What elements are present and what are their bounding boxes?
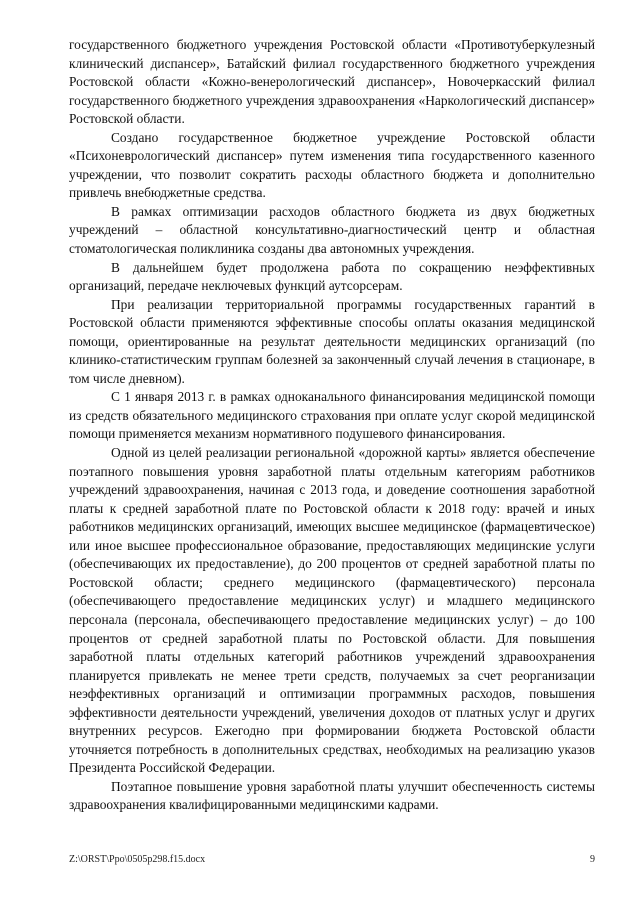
paragraph-staffing: Поэтапное повышение уровня заработной платы улучшит обеспеченность системы здравоохранения квалифицированными медицинскими кадрами. (69, 778, 595, 813)
paragraph-payment-methods: При реализации территориальной программы государственных гарантий в Ростовской области применяются эффективные способы оплаты оказания медицинской помощи, ориентированные на результат деятельности медицинских организаций (по клинико-статистическим группам болезней за законченный случай лечения в стационаре, в том числе дневном). (69, 296, 595, 386)
paragraph-autonomous-institutions: В рамках оптимизации расходов областного бюджета из двух бюджетных учреждений – областной консультативно-диагностический центр и областная стоматологическая поликлиника созданы два автономных учреждения. (69, 203, 595, 257)
paragraph-psychoneurological-dispensary: Создано государственное бюджетное учреждение Ростовской области «Психоневрологический диспансер» путем изменения типа государственного казенного учреждении, что позволит сократить расходы областного бюджета и дополнительно привлечь внебюджетные средства. (69, 129, 595, 201)
document-body (69, 36, 595, 815)
paragraph-outsourcing: В дальнейшем будет продолжена работа по сокращению неэффективных организаций, передаче неключевых функций аутсорсерам. (69, 259, 595, 294)
paragraph-roadmap-salaries: Одной из целей реализации региональной «дорожной карты» является обеспечение поэтапного повышения уровня заработной платы отдельным категориям работников учреждений здравоохранения, начиная с 2013 года, и доведение соотношения заработной платы к средней заработной плате по Ростовской области к 2018 году: врачей и иных работников медицинских организаций, имеющих высшее медицинское (фармацевтическое) или иное высшее профессиональное образование, предоставляющих медицинские услуги (обеспечивающих их предоставление), до 200 процентов от средней заработной платы по Ростовской области; среднего медицинского (фармацевтического) персонала (обеспечивающего предоставление медицинских услуг) и младшего медицинского персонала (персонала, обеспечивающего предоставление медицинских услуг) – до 100 процентов от средней заработной платы по Ростовской области. Для повышения заработной платы отдельных категорий работников учреждений здравоохранения планируется привлекать не менее трети средств, получаемых за счет реорганизации неэффективных организаций и оптимизации программных расходов, повышения эффективности деятельности учреждений, увеличения доходов от платных услуг и других внутренних ресурсов. Ежегодно при формировании бюджета Ростовской области уточняется потребность в дополнительных средствах, необходимых на реализацию указов Президента Российской Федерации. (69, 445, 595, 776)
paragraph-single-channel-financing: С 1 января 2013 г. в рамках одноканального финансирования медицинской помощи из средств обязательного медицинского страхования при оплате услуг скорой медицинской помощи применяется механизм нормативного подушевого финансирования. (69, 389, 595, 442)
page-number: 9 (590, 854, 595, 865)
page-footer (69, 854, 595, 868)
paragraph-continued: государственного бюджетного учреждения Ростовской области «Противотуберкулезный клинический диспансер», Батайский филиал государственного бюджетного учреждения Ростовской области «Кожно-венерологический диспансер», Новочеркасский филиал государственного бюджетного учреждения здравоохранения «Наркологический диспансер» Ростовской области. (69, 37, 595, 127)
footer-file-path: Z:\ORST\Ppo\0505p298.f15.docx (69, 854, 206, 865)
